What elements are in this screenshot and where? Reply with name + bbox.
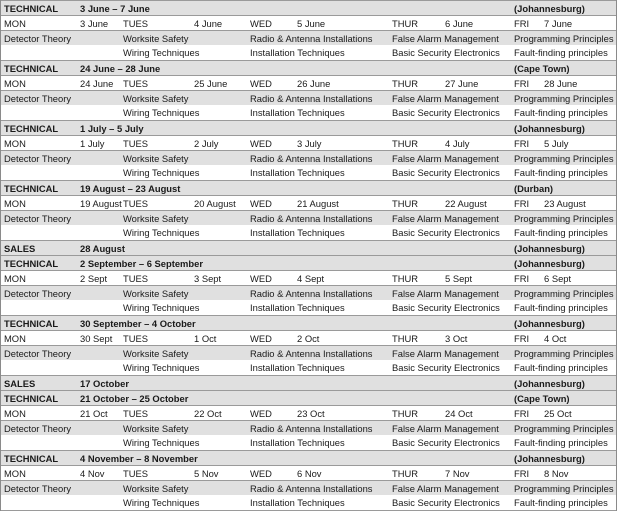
course-type: TECHNICAL: [4, 183, 59, 194]
course-row: [0, 345, 617, 360]
date-range: 3 June – 7 June: [80, 3, 150, 14]
course-type: TECHNICAL: [4, 393, 59, 404]
course-mon: Detector Theory: [4, 348, 72, 359]
course-row: [0, 420, 617, 435]
day-label-wed: WED: [250, 333, 272, 344]
day-label-thu: THUR: [392, 273, 419, 284]
course-fri: Programming Principles: [514, 483, 614, 494]
course-tue: Wiring Techniques: [123, 167, 200, 178]
course-row: [0, 225, 617, 240]
course-tue: Wiring Techniques: [123, 437, 200, 448]
course-thu: Basic Security Electronics: [392, 227, 500, 238]
day-label-tue: TUES: [123, 273, 149, 284]
day-row: [0, 135, 617, 150]
course-type: TECHNICAL: [4, 258, 59, 269]
course-fri: Fault-finding principles: [514, 497, 608, 508]
course-row: [0, 210, 617, 225]
date-range: 30 September – 4 October: [80, 318, 196, 329]
course-wed: Installation Techniques: [250, 107, 345, 118]
date-thu: 22 August: [445, 198, 487, 209]
course-wed: Installation Techniques: [250, 167, 345, 178]
course-wed: Installation Techniques: [250, 437, 345, 448]
day-row: [0, 465, 617, 480]
day-label-thu: THUR: [392, 138, 419, 149]
date-wed: 26 June: [297, 78, 331, 89]
date-thu: 4 July: [445, 138, 470, 149]
location: (Johannesburg): [514, 318, 585, 329]
date-range: 28 August: [80, 243, 125, 254]
day-label-mon: MON: [4, 273, 26, 284]
date-wed: 21 August: [297, 198, 339, 209]
day-row: [0, 270, 617, 285]
block-header-row: [0, 60, 617, 75]
course-mon: Detector Theory: [4, 288, 72, 299]
day-label-mon: MON: [4, 138, 26, 149]
day-row: [0, 15, 617, 30]
day-row: [0, 75, 617, 90]
date-range: 24 June – 28 June: [80, 63, 161, 74]
date-fri: 28 June: [544, 78, 578, 89]
course-thu: Basic Security Electronics: [392, 47, 500, 58]
day-label-fri: FRI: [514, 198, 530, 209]
course-row: [0, 285, 617, 300]
day-label-fri: FRI: [514, 273, 530, 284]
course-fri: Programming Principles: [514, 423, 614, 434]
date-mon: 24 June: [80, 78, 114, 89]
course-tue: Worksite Safety: [123, 93, 189, 104]
date-tue: 1 Oct: [194, 333, 217, 344]
date-thu: 24 Oct: [445, 408, 473, 419]
course-tue: Worksite Safety: [123, 423, 189, 434]
date-wed: 6 Nov: [297, 468, 322, 479]
course-thu: False Alarm Management: [392, 213, 499, 224]
course-thu: Basic Security Electronics: [392, 107, 500, 118]
day-label-wed: WED: [250, 408, 272, 419]
day-label-wed: WED: [250, 18, 272, 29]
course-row: [0, 435, 617, 450]
date-fri: 6 Sept: [544, 273, 572, 284]
course-tue: Worksite Safety: [123, 213, 189, 224]
course-type: SALES: [4, 243, 36, 254]
date-mon: 1 July: [80, 138, 105, 149]
course-mon: Detector Theory: [4, 213, 72, 224]
course-row: [0, 150, 617, 165]
course-row: [0, 495, 617, 510]
date-range: 2 September – 6 September: [80, 258, 203, 269]
course-fri: Programming Principles: [514, 93, 614, 104]
date-range: 1 July – 5 July: [80, 123, 144, 134]
course-wed: Radio & Antenna Installations: [250, 348, 373, 359]
block-header-row: [0, 180, 617, 195]
course-fri: Programming Principles: [514, 153, 614, 164]
day-label-tue: TUES: [123, 333, 149, 344]
date-fri: 4 Oct: [544, 333, 567, 344]
block-header-row: [0, 0, 617, 15]
course-fri: Fault-finding principles: [514, 167, 608, 178]
course-thu: False Alarm Management: [392, 93, 499, 104]
course-wed: Radio & Antenna Installations: [250, 33, 373, 44]
course-thu: Basic Security Electronics: [392, 497, 500, 508]
date-mon: 30 Sept: [80, 333, 113, 344]
date-tue: 25 June: [194, 78, 228, 89]
course-mon: Detector Theory: [4, 153, 72, 164]
course-wed: Radio & Antenna Installations: [250, 93, 373, 104]
course-tue: Wiring Techniques: [123, 302, 200, 313]
date-tue: 2 July: [194, 138, 219, 149]
day-label-tue: TUES: [123, 468, 149, 479]
course-wed: Radio & Antenna Installations: [250, 423, 373, 434]
date-mon: 19 August: [80, 198, 122, 209]
date-range: 4 November – 8 November: [80, 453, 198, 464]
day-label-fri: FRI: [514, 78, 530, 89]
location: (Johannesburg): [514, 453, 585, 464]
course-fri: Fault-finding principles: [514, 362, 608, 373]
course-type: TECHNICAL: [4, 3, 59, 14]
day-label-thu: THUR: [392, 333, 419, 344]
date-wed: 4 Sept: [297, 273, 325, 284]
day-label-thu: THUR: [392, 78, 419, 89]
day-label-mon: MON: [4, 18, 26, 29]
course-thu: False Alarm Management: [392, 288, 499, 299]
day-label-tue: TUES: [123, 78, 149, 89]
date-range: 17 October: [80, 378, 129, 389]
course-wed: Radio & Antenna Installations: [250, 213, 373, 224]
course-tue: Worksite Safety: [123, 288, 189, 299]
course-fri: Programming Principles: [514, 213, 614, 224]
course-thu: False Alarm Management: [392, 423, 499, 434]
date-fri: 7 June: [544, 18, 573, 29]
course-wed: Installation Techniques: [250, 227, 345, 238]
course-fri: Programming Principles: [514, 33, 614, 44]
day-row: [0, 195, 617, 210]
course-row: [0, 45, 617, 60]
date-range: 19 August – 23 August: [80, 183, 181, 194]
course-tue: Wiring Techniques: [123, 227, 200, 238]
block-header-row: [0, 390, 617, 405]
date-wed: 23 Oct: [297, 408, 325, 419]
day-label-thu: THUR: [392, 198, 419, 209]
course-fri: Fault-finding principles: [514, 107, 608, 118]
date-wed: 2 Oct: [297, 333, 320, 344]
day-label-thu: THUR: [392, 408, 419, 419]
course-fri: Fault-finding principles: [514, 302, 608, 313]
day-label-fri: FRI: [514, 408, 530, 419]
block-header-row: [0, 375, 617, 390]
day-label-wed: WED: [250, 468, 272, 479]
date-fri: 8 Nov: [544, 468, 569, 479]
day-label-mon: MON: [4, 78, 26, 89]
day-label-mon: MON: [4, 408, 26, 419]
date-thu: 3 Oct: [445, 333, 468, 344]
table-bottom-border: [0, 510, 617, 511]
course-type: TECHNICAL: [4, 63, 59, 74]
course-mon: Detector Theory: [4, 423, 72, 434]
course-fri: Programming Principles: [514, 348, 614, 359]
block-header-row: [0, 315, 617, 330]
day-label-fri: FRI: [514, 18, 530, 29]
date-wed: 5 June: [297, 18, 326, 29]
course-tue: Worksite Safety: [123, 348, 189, 359]
date-fri: 25 Oct: [544, 408, 572, 419]
course-row: [0, 105, 617, 120]
course-fri: Fault-finding principles: [514, 227, 608, 238]
location: (Cape Town): [514, 393, 570, 404]
course-mon: Detector Theory: [4, 33, 72, 44]
date-thu: 7 Nov: [445, 468, 470, 479]
course-type: TECHNICAL: [4, 123, 59, 134]
location: (Johannesburg): [514, 378, 585, 389]
day-label-tue: TUES: [123, 138, 149, 149]
course-tue: Worksite Safety: [123, 483, 189, 494]
course-tue: Wiring Techniques: [123, 47, 200, 58]
course-tue: Worksite Safety: [123, 153, 189, 164]
location: (Johannesburg): [514, 243, 585, 254]
date-fri: 5 July: [544, 138, 569, 149]
course-wed: Radio & Antenna Installations: [250, 288, 373, 299]
date-range: 21 October – 25 October: [80, 393, 189, 404]
date-tue: 22 Oct: [194, 408, 222, 419]
course-thu: Basic Security Electronics: [392, 167, 500, 178]
course-thu: Basic Security Electronics: [392, 302, 500, 313]
day-label-mon: MON: [4, 198, 26, 209]
location: (Johannesburg): [514, 258, 585, 269]
day-label-mon: MON: [4, 468, 26, 479]
course-wed: Installation Techniques: [250, 362, 345, 373]
day-label-wed: WED: [250, 198, 272, 209]
date-thu: 27 June: [445, 78, 479, 89]
date-tue: 20 August: [194, 198, 236, 209]
day-label-tue: TUES: [123, 18, 149, 29]
course-row: [0, 165, 617, 180]
day-row: [0, 330, 617, 345]
date-thu: 6 June: [445, 18, 474, 29]
course-thu: False Alarm Management: [392, 483, 499, 494]
date-tue: 4 June: [194, 18, 223, 29]
date-mon: 21 Oct: [80, 408, 108, 419]
location: (Durban): [514, 183, 554, 194]
course-tue: Worksite Safety: [123, 33, 189, 44]
course-thu: Basic Security Electronics: [392, 437, 500, 448]
course-row: [0, 30, 617, 45]
course-mon: Detector Theory: [4, 483, 72, 494]
date-mon: 4 Nov: [80, 468, 105, 479]
course-thu: Basic Security Electronics: [392, 362, 500, 373]
course-tue: Wiring Techniques: [123, 362, 200, 373]
block-header-row: [0, 450, 617, 465]
day-label-thu: THUR: [392, 18, 419, 29]
course-fri: Programming Principles: [514, 288, 614, 299]
course-fri: Fault-finding principles: [514, 437, 608, 448]
course-wed: Installation Techniques: [250, 47, 345, 58]
date-tue: 3 Sept: [194, 273, 222, 284]
course-type: SALES: [4, 378, 36, 389]
day-label-mon: MON: [4, 333, 26, 344]
course-wed: Installation Techniques: [250, 302, 345, 313]
day-label-thu: THUR: [392, 468, 419, 479]
day-row: [0, 405, 617, 420]
date-mon: 2 Sept: [80, 273, 108, 284]
course-row: [0, 300, 617, 315]
block-header-row: [0, 255, 617, 270]
course-thu: False Alarm Management: [392, 348, 499, 359]
date-tue: 5 Nov: [194, 468, 219, 479]
day-label-wed: WED: [250, 78, 272, 89]
date-wed: 3 July: [297, 138, 322, 149]
course-tue: Wiring Techniques: [123, 107, 200, 118]
course-thu: False Alarm Management: [392, 153, 499, 164]
day-label-fri: FRI: [514, 468, 530, 479]
course-row: [0, 480, 617, 495]
column-divider: [0, 0, 1, 511]
date-fri: 23 August: [544, 198, 586, 209]
location: (Johannesburg): [514, 123, 585, 134]
date-thu: 5 Sept: [445, 273, 473, 284]
day-label-tue: TUES: [123, 198, 149, 209]
course-wed: Radio & Antenna Installations: [250, 483, 373, 494]
location: (Johannesburg): [514, 3, 585, 14]
location: (Cape Town): [514, 63, 570, 74]
course-mon: Detector Theory: [4, 93, 72, 104]
course-row: [0, 360, 617, 375]
day-label-fri: FRI: [514, 333, 530, 344]
block-header-row: [0, 120, 617, 135]
course-fri: Fault-finding principles: [514, 47, 608, 58]
course-wed: Radio & Antenna Installations: [250, 153, 373, 164]
day-label-wed: WED: [250, 273, 272, 284]
course-wed: Installation Techniques: [250, 497, 345, 508]
day-label-fri: FRI: [514, 138, 530, 149]
course-row: [0, 90, 617, 105]
day-label-tue: TUES: [123, 408, 149, 419]
course-thu: False Alarm Management: [392, 33, 499, 44]
block-header-row: [0, 240, 617, 255]
day-label-wed: WED: [250, 138, 272, 149]
course-type: TECHNICAL: [4, 318, 59, 329]
date-mon: 3 June: [80, 18, 109, 29]
course-type: TECHNICAL: [4, 453, 59, 464]
course-tue: Wiring Techniques: [123, 497, 200, 508]
